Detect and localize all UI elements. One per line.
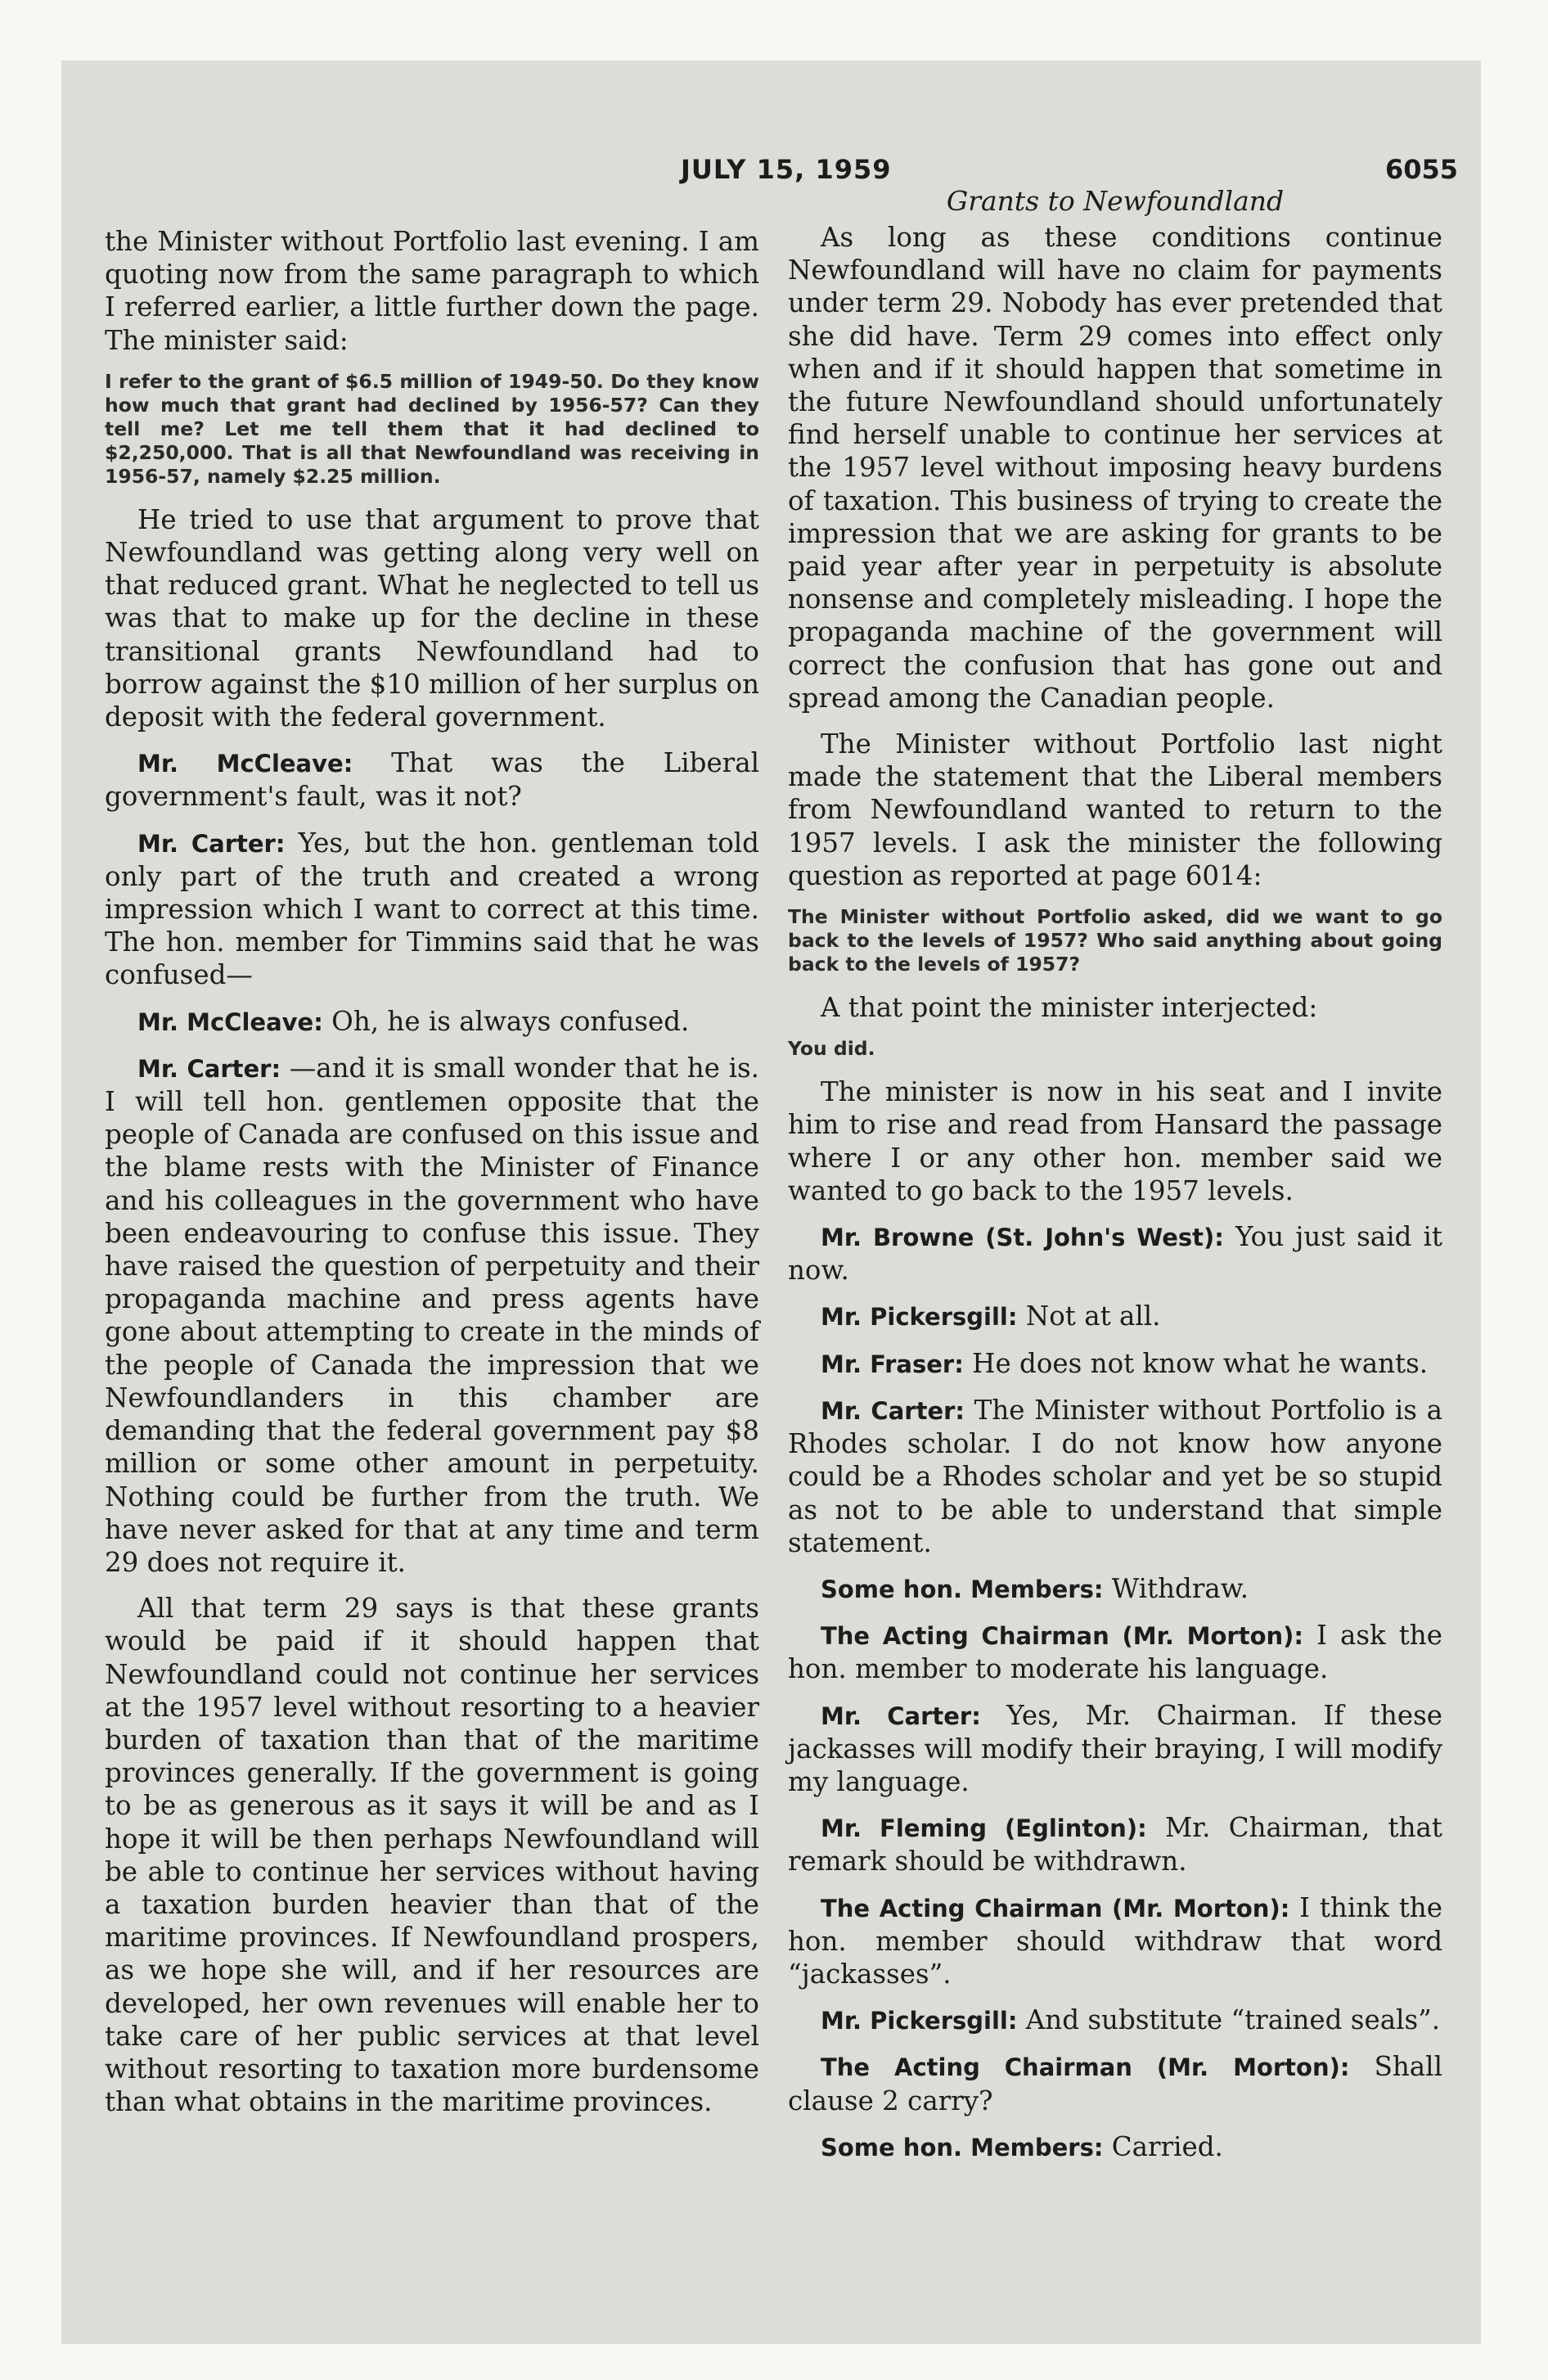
speech	[105, 827, 759, 992]
block-quote: You did.	[788, 1037, 875, 1061]
right-column	[788, 185, 1442, 2177]
speaker-name: Mr. Carter:	[821, 1396, 965, 1425]
speech	[105, 746, 759, 813]
speech	[788, 1220, 1442, 1287]
speech-text: Oh, he is always confused.	[331, 1005, 690, 1037]
speech	[788, 1572, 1442, 1606]
speaker-name: Mr. Pickersgill:	[821, 1303, 1018, 1332]
speech-text: That was the Liberal government's fault, was it not?	[105, 747, 759, 813]
speech-text: He does not know what he wants.	[972, 1347, 1429, 1379]
header-date: JULY 15, 1959	[681, 154, 892, 185]
speech	[105, 1052, 759, 1579]
speech-text: I think the hon. member should withdraw that word “jackasses”.	[788, 1891, 1442, 1990]
speech-text: The Minister without Portfolio is a Rhodes scholar. I do not know how anyone could be a Rhodes scholar and yet be so stupid as not to be able to understand that simple statement.	[788, 1394, 1442, 1558]
speaker-name: Mr. Browne (St. John's West):	[821, 1224, 1224, 1252]
speaker-name: Mr. Fraser:	[821, 1350, 964, 1378]
speech-text: And substitute “trained seals”.	[1025, 2004, 1441, 2036]
speech	[788, 1699, 1442, 1799]
speaker-name: Mr. Pickersgill:	[821, 2007, 1018, 2035]
speech	[788, 1347, 1442, 1381]
speech-text: Mr. Chairman, that remark should be withdrawn.	[788, 1812, 1442, 1877]
speech	[788, 1619, 1442, 1685]
speech-text: Yes, Mr. Chairman. If these jackasses will modify their braying, I will modify my language.	[788, 1699, 1442, 1797]
speaker-name: Mr. Carter:	[137, 1054, 281, 1083]
paragraph: The minister is now in his seat and I invite him to rise and read from Hansard the passage where I or any other hon. member said we wanted to go back to the 1957 levels.	[788, 1076, 1442, 1206]
paragraph: He tried to use that argument to prove that Newfoundland was getting along very well on that reduced grant. What he neglected to tell us was that to make up for the decline in these transitional grants Newfoundland had to borrow against the $10 million of her surplus on deposit with the federal government.	[105, 503, 759, 733]
speech-text: I ask the hon. member to moderate his language.	[788, 1620, 1442, 1685]
speech	[105, 1005, 759, 1039]
speech	[788, 1891, 1442, 1991]
block-quote: I refer to the grant of $6.5 million of 1949-50. Do they know how much that grant had declined by 1956-57? Can they tell me? Let me tell them that it had declined to $2,250,000. That is all that Newfoundland was receiving in 1956-57, namely $2.25 million.	[105, 369, 759, 488]
speech-text: Carried.	[1111, 2130, 1223, 2162]
speech	[788, 2130, 1442, 2164]
speech	[788, 2004, 1442, 2037]
speaker-name: The Acting Chairman (Mr. Morton):	[821, 2053, 1350, 2082]
speaker-name: Mr. Carter:	[821, 1702, 981, 1730]
speaker-name: Mr. Carter:	[137, 829, 286, 858]
speaker-name: Some hon. Members:	[821, 2133, 1104, 2161]
page-number: 6055	[1385, 154, 1459, 185]
speaker-name: The Acting Chairman (Mr. Morton):	[821, 1894, 1290, 1922]
left-column	[105, 225, 759, 2131]
speaker-name: The Acting Chairman (Mr. Morton):	[821, 1622, 1304, 1651]
speech	[788, 1811, 1442, 1877]
speech-text: Yes, but the hon. gentleman told only part of the truth and created a wrong impression which I want to correct at this time. The hon. member for Timmins said that he was confused—	[105, 827, 759, 991]
speaker-name: Mr. Fleming (Eglinton):	[821, 1814, 1147, 1843]
speech	[788, 1300, 1442, 1333]
block-quote: The Minister without Portfolio asked, did we want to go back to the levels of 1957? Who said anything about going back to the levels of 1957?	[788, 905, 1442, 976]
speech-text: You just said it now.	[788, 1221, 1442, 1287]
speech	[788, 1394, 1442, 1559]
speech-text: Withdraw.	[1111, 1572, 1249, 1604]
paragraph: the Minister without Portfolio last evening. I am quoting now from the same paragraph to which I referred earlier, a little further down the page. The minister said:	[105, 226, 759, 356]
paragraph: A that point the minister interjected:	[821, 992, 1318, 1024]
speech	[788, 2050, 1442, 2116]
speech-text: Not at all.	[1025, 1300, 1161, 1332]
paragraph: As long as these conditions continue Newfoundland will have no claim for payments under term 29. Nobody has ever pretended that she did have. Term 29 comes into effect only when and if it should happen that sometime in the future Newfoundland should unfortunately find herself unable to continue her services at the 1957 level without imposing heavy burdens of taxation. This business of trying to create the impression that we are asking for grants to be paid year after year in perpetuity is absolute nonsense and completely misleading. I hope the propaganda machine of the government will correct the confusion that has gone out and spread among the Canadian people.	[788, 222, 1442, 714]
paragraph: The Minister without Portfolio last night made the statement that the Liberal members from Newfoundland wanted to return to the 1957 levels. I ask the minister the following question as reported at page 6014:	[788, 728, 1442, 891]
speaker-name: Mr. McCleave:	[137, 750, 353, 778]
speech-text: —and it is small wonder that he is. I will tell hon. gentlemen opposite that the people of Canada are confused on this issue and the blame rests with the Minister of Finance and his colleagues in the government who have been endeavouring to confuse this issue. They have raised the question of perpetuity and their propaganda machine and press agents have gone about attempting to create in the minds of the people of Canada the impression that we Newfoundlanders in this chamber are demanding that the federal government pay $8 million or some other amount in perpetuity. Nothing could be further from the truth. We have never asked for that at any time and term 29 does not require it.	[105, 1052, 759, 1578]
speech-text: Shall clause 2 carry?	[788, 2051, 1442, 2116]
speaker-name: Some hon. Members:	[821, 1575, 1104, 1603]
paragraph: All that term 29 says is that these grants would be paid if it should happen that Newfoundland could not continue her services at the 1957 level without resorting to a heavier burden of taxation than that of the maritime provinces generally. If the government is going to be as generous as it says it will be and as I hope it will be then perhaps Newfoundland will be able to continue her services without having a taxation burden heavier than that of the maritime provinces. If Newfoundland prospers, as we hope she will, and if her resources are developed, her own revenues will enable her to take care of her public services at that level without resorting to taxation more burdensome than what obtains in the maritime provinces.	[105, 1593, 759, 2118]
column-heading: Grants to Newfoundland	[946, 185, 1285, 217]
speaker-name: Mr. McCleave:	[137, 1007, 323, 1036]
